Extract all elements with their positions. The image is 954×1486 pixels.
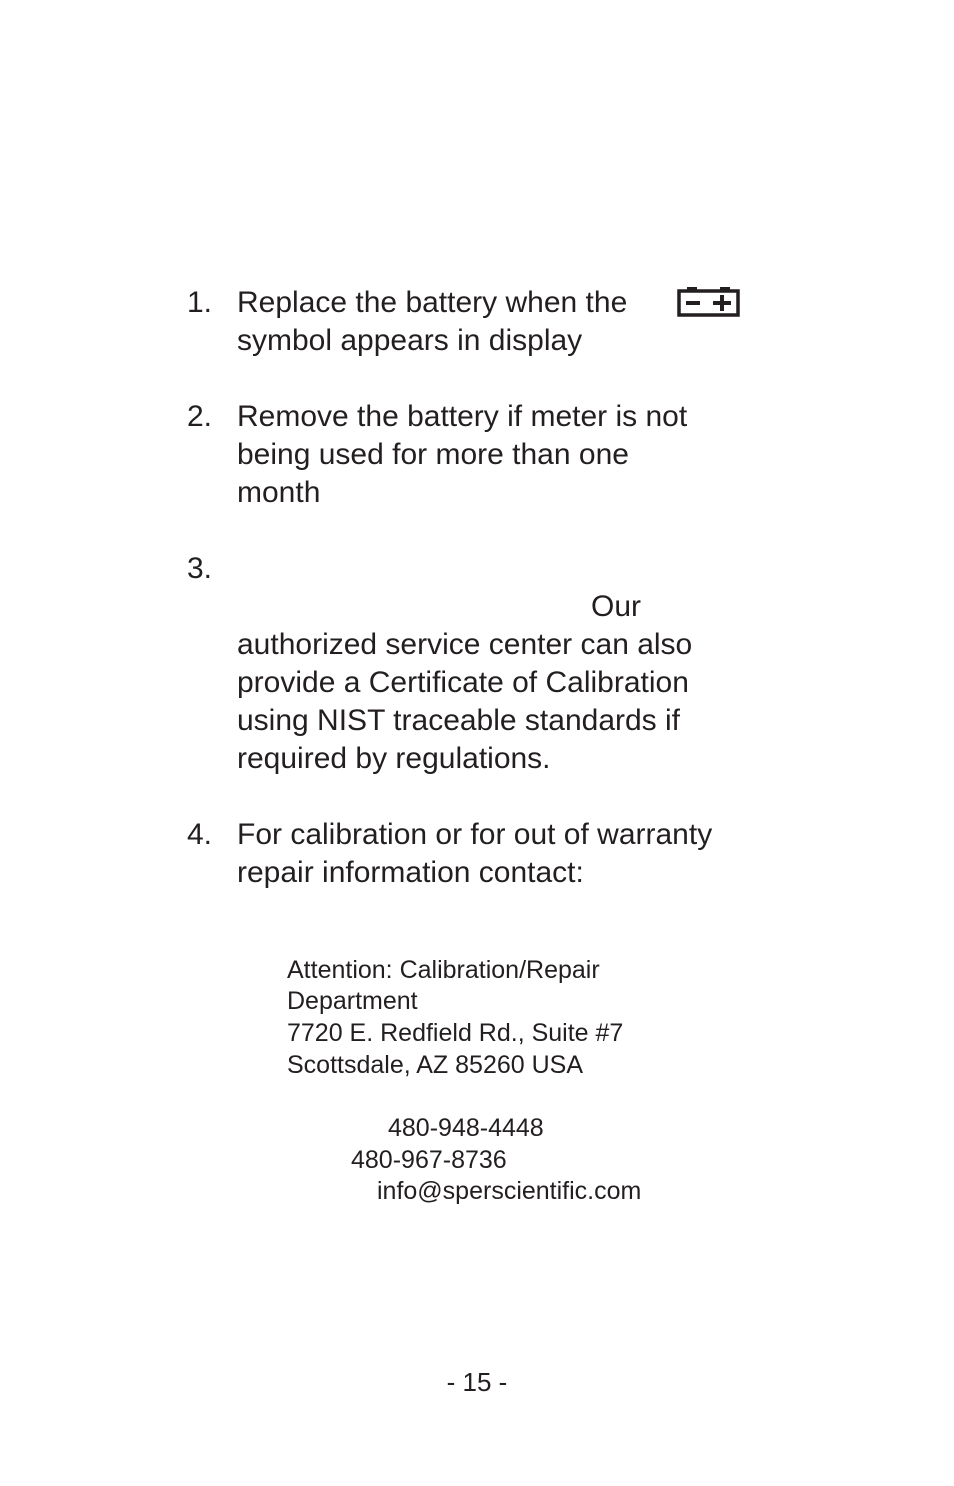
item-3-line-3: provide a Certificate of Calibration bbox=[237, 666, 689, 699]
item-2-line-2: being used for more than one bbox=[237, 438, 629, 471]
contact-department: Department bbox=[287, 987, 418, 1015]
item-4-number: 4. bbox=[187, 818, 213, 851]
contact-attention: Attention: Calibration/Repair bbox=[287, 956, 600, 984]
contact-phone: 480-948-4448 bbox=[388, 1114, 544, 1142]
contact-fax: 480-967-8736 bbox=[351, 1146, 507, 1174]
item-3-line-4: using NIST traceable standards if bbox=[237, 704, 681, 737]
item-2-line-1: Remove the battery if meter is not bbox=[237, 400, 688, 433]
contact-email: info@sperscientific.com bbox=[377, 1177, 642, 1205]
item-1-number: 1. bbox=[187, 286, 213, 319]
page-number: - 15 - bbox=[446, 1367, 508, 1397]
item-1-line-2: symbol appears in display bbox=[237, 324, 583, 357]
item-4-line-2: repair information contact: bbox=[237, 856, 584, 889]
item-2-number: 2. bbox=[187, 400, 213, 433]
item-3-line-2: authorized service center can also bbox=[237, 628, 693, 661]
battery-icon bbox=[677, 286, 740, 317]
contact-city: Scottsdale, AZ 85260 USA bbox=[287, 1051, 584, 1079]
contact-street: 7720 E. Redfield Rd., Suite #7 bbox=[287, 1019, 624, 1047]
item-2-line-3: month bbox=[237, 476, 321, 509]
item-1-line-1: Replace the battery when the bbox=[237, 286, 628, 319]
item-4-line-1: For calibration or for out of warranty bbox=[237, 818, 713, 851]
item-3-line-1: Our bbox=[591, 590, 642, 623]
item-3-line-5: required by regulations. bbox=[237, 742, 551, 775]
item-3-number: 3. bbox=[187, 552, 213, 585]
